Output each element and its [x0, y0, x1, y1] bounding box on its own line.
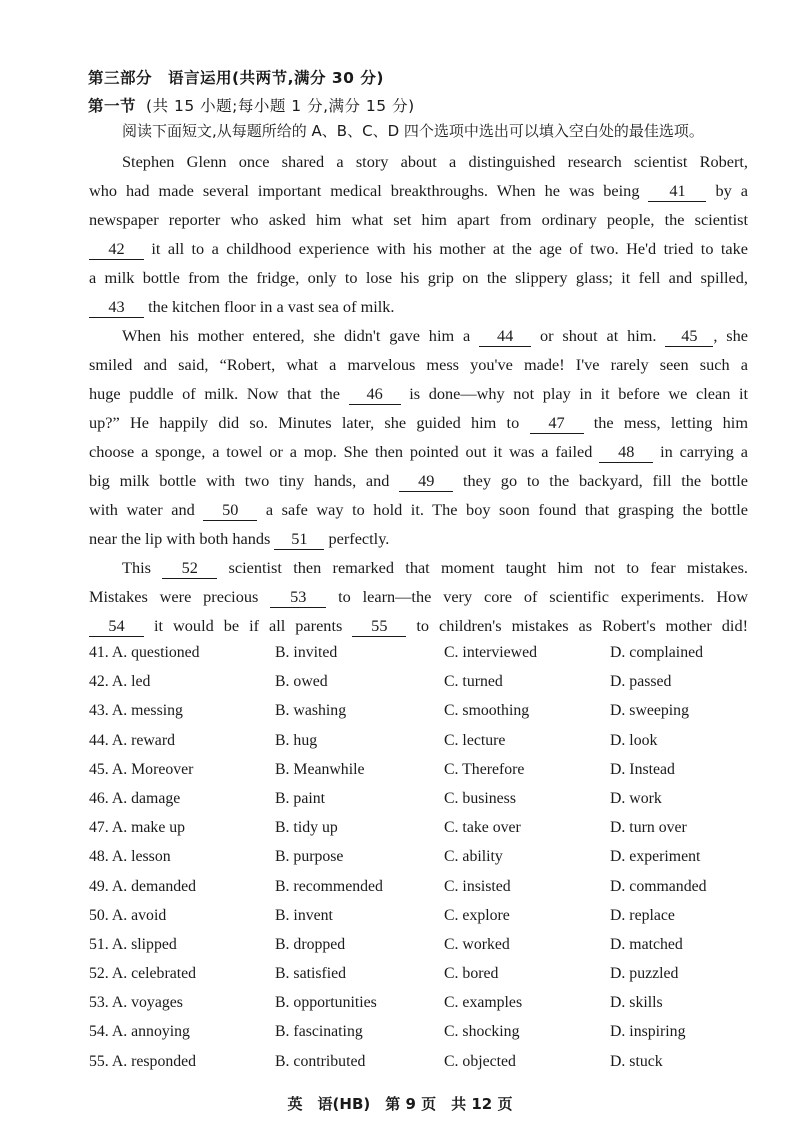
passage-line: with water and 50 a safe way to hold it. The boy soon found that grasping the bottle	[89, 500, 749, 519]
blank-43[interactable]: 43	[89, 297, 144, 318]
option-d[interactable]: D. work	[610, 789, 662, 807]
instruction: 阅读下面短文,从每题所给的 A、B、C、D 四个选项中选出可以填入空白处的最佳选项。	[122, 122, 704, 140]
option-a[interactable]: 48. A. lesson	[89, 848, 171, 866]
option-row	[89, 1049, 749, 1078]
passage-line: big milk bottle with two tiny hands, and 49 they go to the backyard, fill the bottle	[89, 471, 748, 490]
blank-46[interactable]: 46	[349, 384, 401, 405]
option-row	[89, 844, 749, 873]
option-d[interactable]: D. puzzled	[610, 965, 679, 983]
option-a[interactable]: 44. A. reward	[89, 731, 175, 749]
option-a[interactable]: 53. A. voyages	[89, 994, 183, 1012]
option-row	[89, 786, 749, 815]
passage-line: This 52 scientist then remarked that moment taught him not to fear mistakes.	[122, 558, 748, 577]
option-d[interactable]: D. inspiring	[610, 1023, 686, 1041]
blank-52[interactable]: 52	[162, 558, 217, 579]
option-c[interactable]: C. examples	[444, 994, 523, 1012]
blank-50[interactable]: 50	[203, 500, 257, 521]
blank-44[interactable]: 44	[479, 326, 531, 347]
option-a[interactable]: 41. A. questioned	[89, 644, 200, 661]
passage-line: Mistakes were precious 53 to learn—the very core of scientific experiments. How	[89, 587, 749, 606]
section-title: 第三部分 语言运用(共两节,满分 30 分)	[88, 69, 384, 87]
option-b[interactable]: B. purpose	[275, 848, 344, 866]
passage-line: up?” He happily did so. Minutes later, she guided him to 47 the mess, letting him	[89, 413, 748, 432]
option-row	[89, 990, 749, 1019]
option-a[interactable]: 51. A. slipped	[89, 935, 177, 953]
option-b[interactable]: B. recommended	[275, 877, 383, 895]
option-b[interactable]: B. invited	[275, 644, 338, 661]
passage-line: When his mother entered, she didn't gave him a 44 or shout at him. 45 , she	[122, 326, 748, 345]
passage-line: near the lip with both hands 51 perfectly.	[89, 529, 390, 548]
option-c[interactable]: C. ability	[444, 848, 503, 866]
option-b[interactable]: B. hug	[275, 731, 318, 749]
option-c[interactable]: C. bored	[444, 965, 499, 983]
option-d[interactable]: D. replace	[610, 906, 675, 924]
option-row	[89, 815, 749, 844]
blank-48[interactable]: 48	[599, 442, 653, 463]
option-d[interactable]: D. commanded	[610, 877, 707, 895]
option-d[interactable]: D. look	[610, 731, 658, 749]
option-d[interactable]: D. complained	[610, 644, 703, 661]
option-row	[89, 932, 749, 961]
option-row	[89, 961, 749, 990]
option-d[interactable]: D. skills	[610, 994, 663, 1012]
option-row	[89, 903, 749, 932]
blank-53[interactable]: 53	[270, 587, 326, 608]
part-title	[88, 94, 415, 116]
option-c[interactable]: C. Therefore	[444, 760, 525, 778]
option-b[interactable]: B. Meanwhile	[275, 760, 365, 778]
option-b[interactable]: B. contributed	[275, 1052, 366, 1070]
part-note: (共 15 小题;每小题 1 分,满分 15 分)	[146, 97, 415, 115]
option-c[interactable]: C. insisted	[444, 877, 511, 895]
option-row	[89, 757, 749, 786]
option-row	[89, 640, 749, 669]
option-a[interactable]: 55. A. responded	[89, 1052, 197, 1070]
option-d[interactable]: D. experiment	[610, 848, 701, 866]
blank-54[interactable]: 54	[89, 616, 144, 637]
passage-line: who had made several important medical breakthroughs. When he was being 41 by a	[89, 181, 749, 200]
blank-42[interactable]: 42	[89, 239, 144, 260]
option-c[interactable]: C. take over	[444, 819, 521, 837]
option-b[interactable]: B. opportunities	[275, 994, 377, 1012]
passage-line: choose a sponge, a towel or a mop. She then pointed out it was a failed 48 in carrying a	[89, 442, 748, 461]
option-b[interactable]: B. tidy up	[275, 819, 338, 837]
option-d[interactable]: D. Instead	[610, 760, 675, 778]
option-c[interactable]: C. shocking	[444, 1023, 520, 1041]
option-d[interactable]: D. sweeping	[610, 702, 689, 720]
option-c[interactable]: C. lecture	[444, 731, 506, 749]
options-list	[89, 640, 749, 1078]
passage-line: smiled and said, “Robert, what a marvelous mess you've made! I've rarely seen such a	[89, 355, 748, 374]
option-row	[89, 874, 749, 903]
passage-line: Stephen Glenn once shared a story about a distinguished research scientist Robert,	[122, 152, 748, 171]
option-d[interactable]: D. stuck	[610, 1052, 663, 1070]
option-d[interactable]: D. matched	[610, 935, 683, 953]
page-footer: 英 语(HB) 第 9 页 共 12 页	[287, 1095, 513, 1113]
option-c[interactable]: C. worked	[444, 935, 510, 953]
option-c[interactable]: C. interviewed	[444, 644, 537, 661]
option-c[interactable]: C. explore	[444, 906, 510, 924]
option-c[interactable]: C. smoothing	[444, 702, 530, 720]
passage-line: huge puddle of milk. Now that the 46 is done—why not play in it before we clean it	[89, 384, 748, 403]
passage-line: a milk bottle from the fridge, only to lose his grip on the slippery glass; it fell and spilled,	[89, 268, 748, 287]
option-c[interactable]: C. objected	[444, 1052, 516, 1070]
option-b[interactable]: B. washing	[275, 702, 347, 720]
blank-51[interactable]: 51	[274, 529, 324, 550]
option-b[interactable]: B. owed	[275, 673, 328, 691]
option-row	[89, 1019, 749, 1048]
blank-45[interactable]: 45	[665, 326, 713, 347]
blank-47[interactable]: 47	[530, 413, 584, 434]
option-c[interactable]: C. business	[444, 789, 516, 807]
option-a[interactable]: 47. A. make up	[89, 819, 186, 837]
option-a[interactable]: 49. A. demanded	[89, 877, 197, 895]
blank-49[interactable]: 49	[399, 471, 453, 492]
option-a[interactable]: 43. A. messing	[89, 702, 183, 720]
option-a[interactable]: 46. A. damage	[89, 789, 181, 807]
option-a[interactable]: 42. A. led	[89, 673, 151, 691]
blank-55[interactable]: 55	[352, 616, 406, 637]
option-d[interactable]: D. turn over	[610, 819, 687, 837]
option-b[interactable]: B. satisfied	[275, 965, 347, 983]
option-row	[89, 728, 749, 757]
option-a[interactable]: 50. A. avoid	[89, 906, 167, 924]
option-b[interactable]: B. fascinating	[275, 1023, 363, 1041]
passage-line: 42 it all to a childhood experience with his mother at the age of two. He'd tried to take	[89, 235, 748, 263]
option-d[interactable]: D. passed	[610, 673, 672, 691]
option-a[interactable]: 45. A. Moreover	[89, 760, 194, 778]
option-b[interactable]: B. paint	[275, 789, 326, 807]
passage-line: 54 it would be if all parents 55 to children's mistakes as Robert's mother did!	[89, 612, 748, 640]
option-a[interactable]: 54. A. annoying	[89, 1023, 190, 1041]
option-row	[89, 698, 749, 727]
option-b[interactable]: B. dropped	[275, 935, 346, 953]
option-b[interactable]: B. invent	[275, 906, 333, 924]
blank-41[interactable]: 41	[648, 181, 706, 202]
part-label: 第一节	[88, 97, 137, 115]
option-row	[89, 669, 749, 698]
option-a[interactable]: 52. A. celebrated	[89, 965, 197, 983]
passage-line: newspaper reporter who asked him what set him apart from ordinary people, the scientist	[89, 210, 748, 229]
option-c[interactable]: C. turned	[444, 673, 503, 691]
passage-line: 43 the kitchen floor in a vast sea of milk.	[89, 293, 748, 321]
